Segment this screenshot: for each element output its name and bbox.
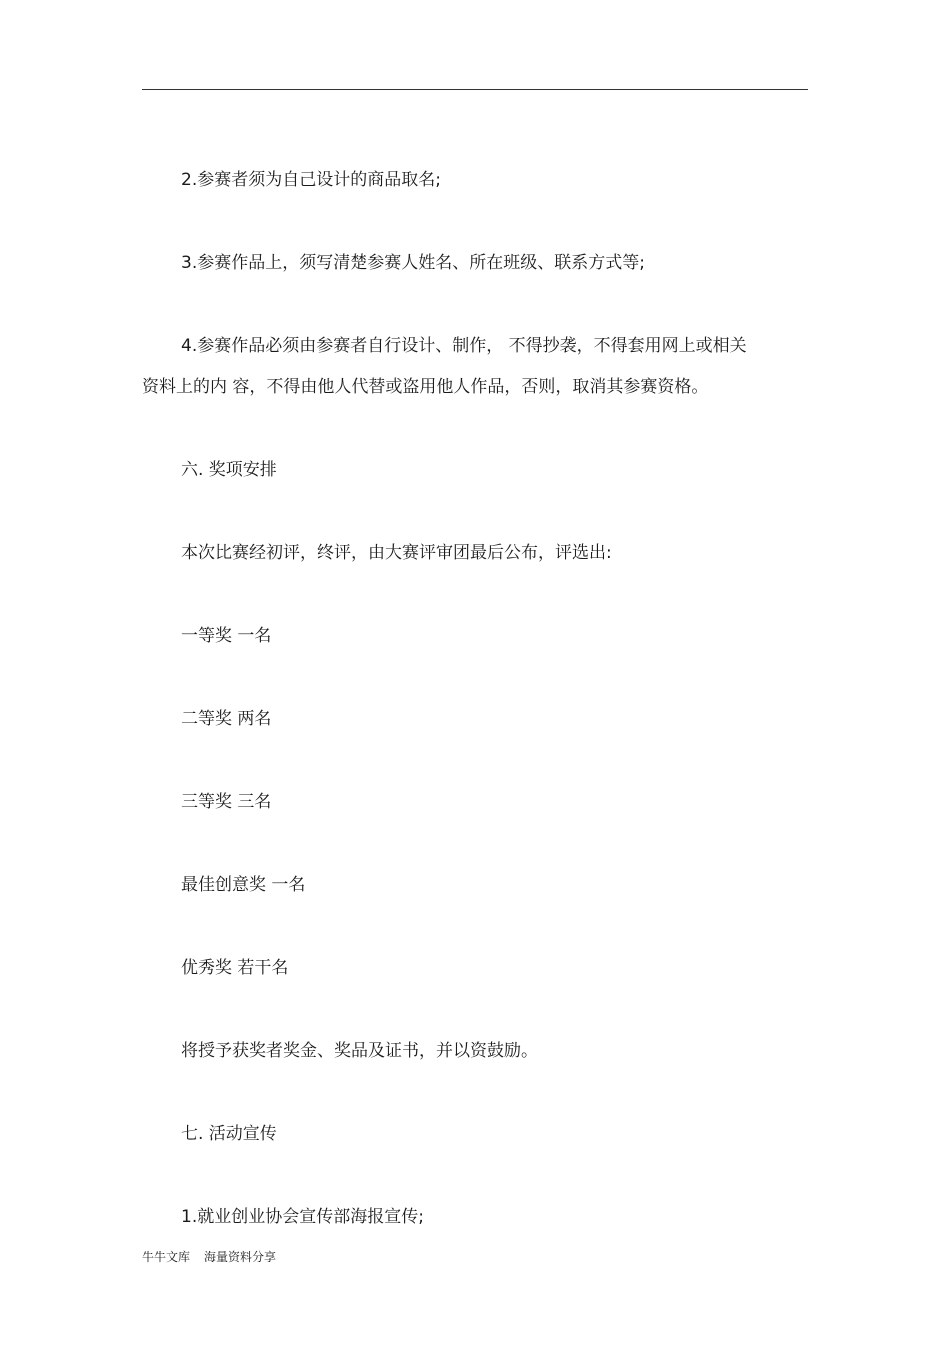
award-second-prize: 二等奖 两名 — [181, 709, 272, 729]
page-footer — [142, 1249, 276, 1265]
promotion-item-1: 1.就业创业协会宣传部海报宣传; — [181, 1207, 424, 1227]
awards-intro: 本次比赛经初评，终评，由大赛评审团最后公布，评选出: — [181, 543, 612, 563]
rule-item-4-line-1: 4.参赛作品必须由参赛者自行设计、制作， 不得抄袭，不得套用网上或相关 — [181, 336, 747, 356]
rule-item-2: 2.参赛者须为自己设计的商品取名; — [181, 170, 441, 190]
header-rule — [142, 89, 808, 90]
awards-reward-note: 将授予获奖者奖金、奖品及证书，并以资鼓励。 — [181, 1041, 538, 1061]
rule-item-3: 3.参赛作品上，须写清楚参赛人姓名、所在班级、联系方式等; — [181, 253, 645, 273]
award-excellence: 优秀奖 若干名 — [181, 958, 289, 978]
section-heading-promotion: 七. 活动宣传 — [181, 1124, 277, 1144]
award-best-creative: 最佳创意奖 一名 — [181, 875, 306, 895]
award-first-prize: 一等奖 一名 — [181, 626, 272, 646]
section-heading-awards: 六. 奖项安排 — [181, 460, 277, 480]
rule-item-4-line-2: 资料上的内 容，不得由他人代替或盗用他人作品，否则，取消其参赛资格。 — [142, 377, 709, 397]
award-third-prize: 三等奖 三名 — [181, 792, 272, 812]
footer-site-name: 牛牛文库 — [142, 1250, 191, 1264]
footer-slogan: 海量资料分享 — [204, 1250, 277, 1264]
